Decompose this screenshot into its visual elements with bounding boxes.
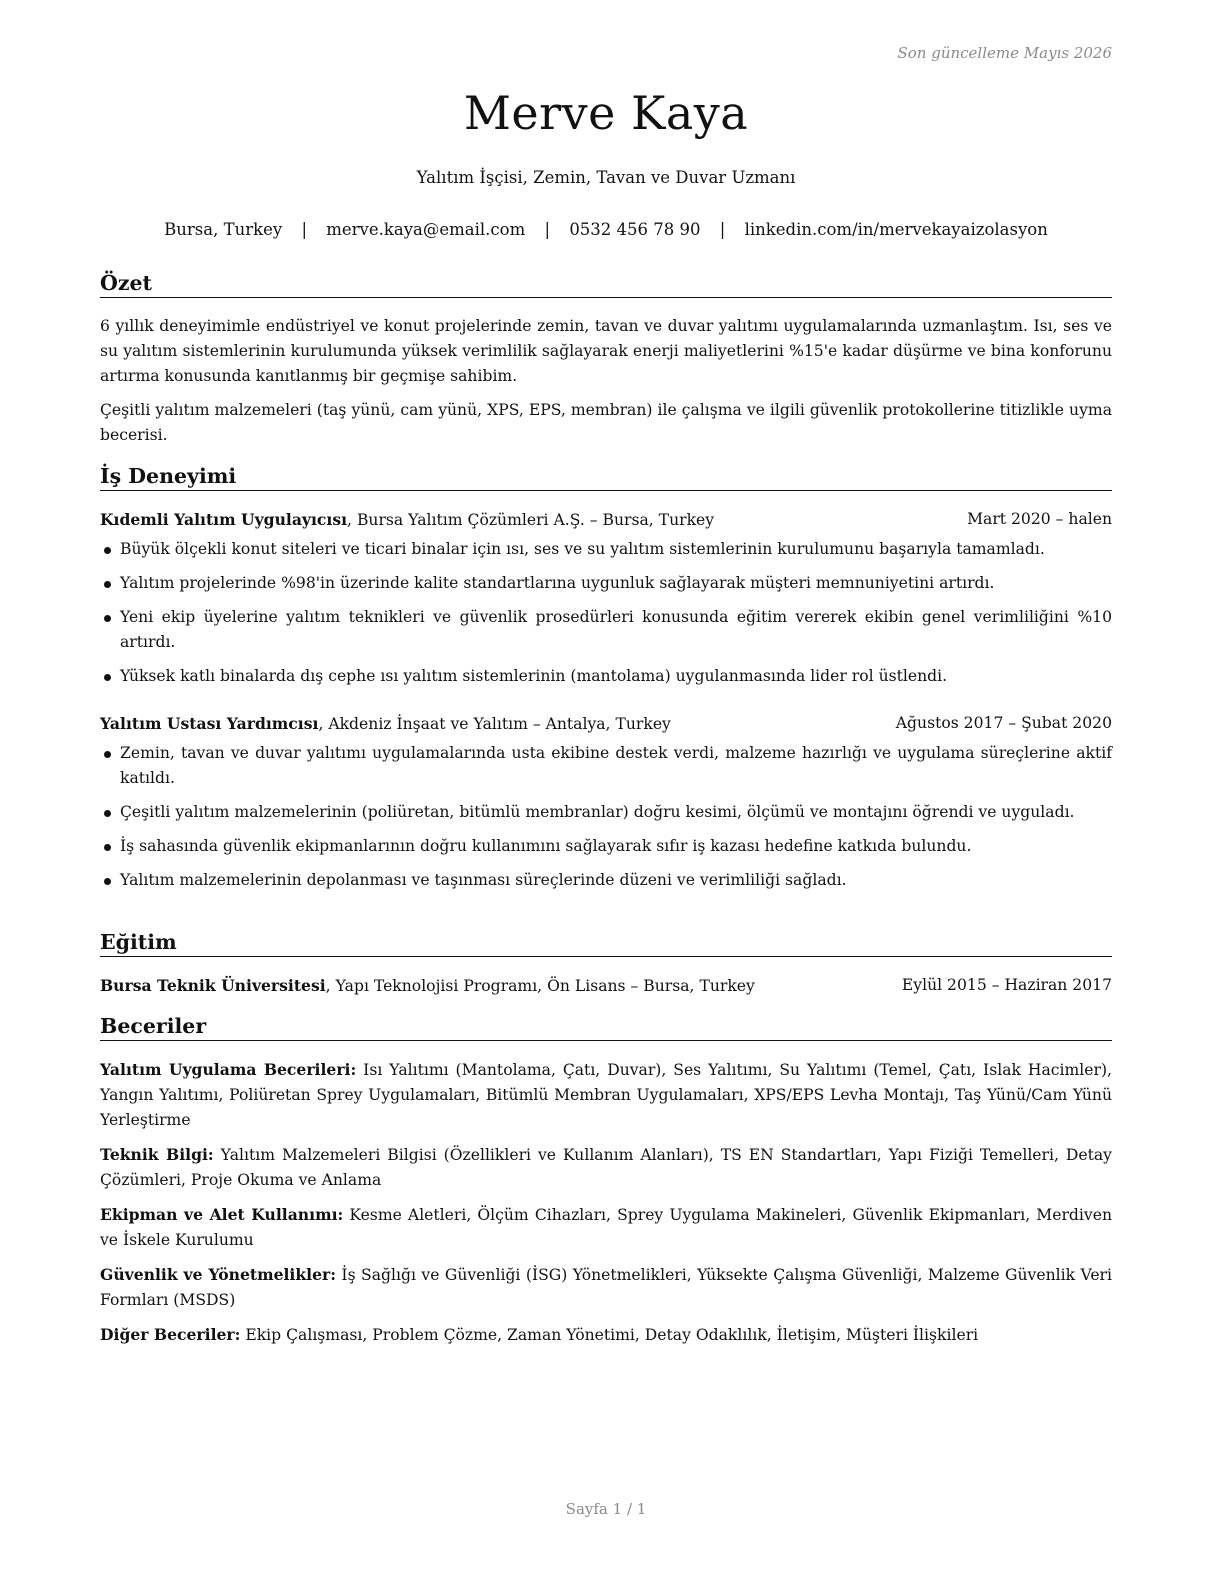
summary-paragraph: Çeşitli yalıtım malzemeleri (taş yünü, cam yünü, XPS, EPS, membran) ile çalışma ve ilgili güvenlik protokollerine titizlikle uyma becerisi. [100,401,1112,444]
job-bullets [100,741,1112,893]
job-bullet: İş sahasında güvenlik ekipmanlarının doğru kullanımını sağlayarak sıfır iş kazası hedefine katkıda bulundu. [100,834,1112,859]
skills-section [100,1057,1112,1357]
resume-page [100,0,1112,1584]
skill-group [100,1322,1112,1348]
page-number: Sayfa 1 / 1 [565,1500,647,1518]
job-bullet: Büyük ölçekli konut siteleri ve ticari binalar için ısı, ses ve su yalıtım sistemlerinin kurulumunu başarıyla tamamladı. [100,537,1112,562]
skill-group [100,1057,1112,1133]
education-school: Bursa Teknik Üniversitesi [100,976,326,995]
skill-group-text: Yalıtım Malzemeleri Bilgisi (Özellikleri ve Kullanım Alanları), TS EN Standartları, Yapı Fiziği Temelleri, Detay Çözümleri, Proje Okuma ve Anlama [100,1146,1112,1189]
contact-line [100,220,1112,239]
skill-group-text: Isı Yalıtımı (Mantolama, Çatı, Duvar), Ses Yalıtımı, Su Yalıtımı (Temel, Çatı, Islak Hacimler), Yangın Yalıtımı, Poliüretan Sprey Uygulamaları, Bitümlü Membran Uygulamaları, XPS/EPS Levha Montajı, Taş Yünü/Cam Yünü Yerleştirme [100,1061,1112,1129]
job-bullet: Çeşitli yalıtım malzemelerinin (poliüretan, bitümlü membranlar) doğru kesimi, ölçümü ve montajını öğrendi ve uyguladı. [100,800,1112,825]
job-bullet: Yüksek katlı binalarda dış cephe ısı yalıtım sistemlerinin (mantolama) uygulanmasında lider rol üstlendi. [100,664,1112,689]
job-bullet: Zemin, tavan ve duvar yalıtımı uygulamalarında usta ekibine destek verdi, malzeme hazırlığı ve uygulama süreçlerine aktif katıldı. [100,741,1112,791]
section-title-education: Eğitim [100,929,1112,957]
skill-group-label: Teknik Bilgi: [100,1145,214,1164]
job-bullet: Yeni ekip üyelerine yalıtım teknikleri ve güvenlik prosedürleri konusunda eğitim vererek ekibin genel verimliliğini %10 artırdı. [100,605,1112,655]
job-entry [100,711,1112,902]
contact-phone[interactable]: 0532 456 78 90 [569,220,701,239]
job-header [100,507,1112,532]
skill-group-text: Kesme Aletleri, Ölçüm Cihazları, Sprey Uygulama Makineleri, Güvenlik Ekipmanları, Merdiven ve İskele Kurulumu [100,1206,1112,1249]
job-role: Kıdemli Yalıtım Uygulayıcısı [100,510,348,529]
job-title-line [100,511,714,529]
contact-separator: | [544,220,551,239]
contact-separator: | [719,220,726,239]
education-entry [100,973,1112,998]
skill-group-label: Diğer Beceriler: [100,1325,241,1344]
contact-email[interactable]: merve.kaya@email.com [326,220,526,239]
section-title-skills: Beceriler [100,1013,1112,1041]
candidate-name: Merve Kaya [463,86,749,140]
job-bullets [100,537,1112,689]
job-dates: Ağustos 2017 – Şubat 2020 [895,714,1112,732]
job-role: Yalıtım Ustası Yardımcısı [100,714,319,733]
job-organization: , Bursa Yalıtım Çözümleri A.Ş. – Bursa, Turkey [347,511,715,529]
job-organization: , Akdeniz İnşaat ve Yalıtım – Antalya, Turkey [318,715,671,733]
job-dates: Mart 2020 – halen [967,510,1112,528]
skill-group-text: Ekip Çalışması, Problem Çözme, Zaman Yönetimi, Detay Odaklılık, İletişim, Müşteri İlişkileri [240,1326,979,1344]
skill-group-text: İş Sağlığı ve Güvenliği (İSG) Yönetmelikleri, Yüksekte Çalışma Güvenliği, Malzeme Güvenlik Veri Formları (MSDS) [100,1266,1112,1309]
summary-section [100,314,1112,448]
skill-group-label: Güvenlik ve Yönetmelikler: [100,1265,336,1284]
skill-group [100,1142,1112,1193]
summary-paragraph: 6 yıllık deneyimimle endüstriyel ve konut projelerinde zemin, tavan ve duvar yalıtımı uygulamalarında uzmanlaştım. Isı, ses ve su yalıtım sistemlerinin kurulumunda yüksek verimlilik sağlayarak enerji maliyetlerini %15'e kadar düşürme ve bina konforunu artırma konusunda kanıtlanmış bir geçmişe sahibim. [100,317,1112,385]
contact-location: Bursa, Turkey [164,220,283,239]
contact-separator: | [301,220,307,239]
education-dates: Eylül 2015 – Haziran 2017 [901,976,1112,994]
last-updated-note: Son güncelleme Mayıs 2026 [897,44,1112,62]
candidate-headline: Yalıtım İşçisi, Zemin, Tavan ve Duvar Uzmanı [416,168,796,187]
skill-group-label: Ekipman ve Alet Kullanımı: [100,1205,344,1224]
job-bullet: Yalıtım projelerinde %98'in üzerinde kalite standartlarına uygunluk sağlayarak müşteri memnuniyetini artırdı. [100,571,1112,596]
skill-group [100,1202,1112,1253]
job-title-line [100,715,671,733]
skill-group [100,1262,1112,1313]
job-entry [100,507,1112,698]
section-title-summary: Özet [100,270,1112,298]
education-line [100,977,755,995]
education-header [100,973,1112,998]
contact-linkedin[interactable]: linkedin.com/in/mervekayaizolasyon [744,220,1048,239]
job-bullet: Yalıtım malzemelerinin depolanması ve taşınması süreçlerinde düzeni ve verimliliği sağladı. [100,868,1112,893]
education-detail: , Yapı Teknolojisi Programı, Ön Lisans – Bursa, Turkey [325,977,755,995]
job-header [100,711,1112,736]
section-title-experience: İş Deneyimi [100,463,1112,491]
skill-group-label: Yalıtım Uygulama Becerileri: [100,1060,357,1079]
